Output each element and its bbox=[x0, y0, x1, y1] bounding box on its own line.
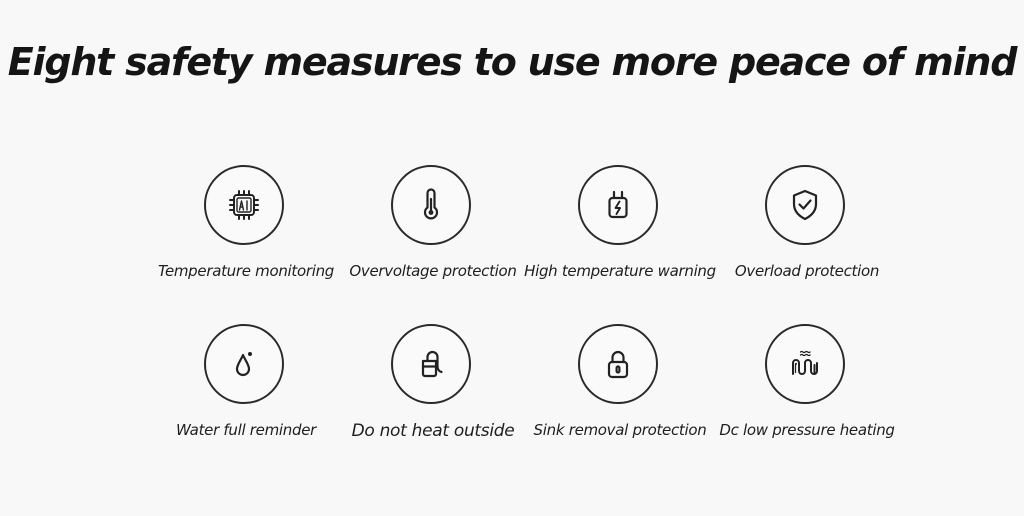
feature-dc-low-pressure-heating bbox=[707, 324, 907, 454]
ai-chip-icon bbox=[204, 165, 284, 245]
feature-do-not-heat-outside bbox=[333, 324, 533, 454]
feature-label: Sink removal protection bbox=[533, 421, 707, 439]
feature-label: Do not heat outside bbox=[351, 421, 515, 441]
feature-label: Overload protection bbox=[734, 262, 880, 280]
feature-label: Dc low pressure heating bbox=[719, 421, 895, 439]
feature-label: High temperature warning bbox=[524, 262, 716, 280]
feature-label: Temperature monitoring bbox=[157, 262, 335, 280]
water-drop-icon bbox=[204, 324, 284, 404]
power-plug-icon bbox=[578, 165, 658, 245]
shield-check-icon bbox=[765, 165, 845, 245]
lock-icon bbox=[578, 324, 658, 404]
thermometer-icon bbox=[391, 165, 471, 245]
feature-label: Water full reminder bbox=[175, 421, 317, 439]
cup-icon bbox=[391, 324, 471, 404]
feature-label: Overvoltage protection bbox=[349, 262, 517, 280]
feature-overvoltage-protection bbox=[333, 165, 533, 295]
feature-overload-protection bbox=[707, 165, 907, 295]
feature-high-temperature-warning bbox=[520, 165, 720, 295]
heating-coil-icon bbox=[765, 324, 845, 404]
feature-temperature-monitoring bbox=[146, 165, 346, 295]
page-title: Eight safety measures to use more peace of mind bbox=[7, 40, 1017, 84]
feature-sink-removal-protection bbox=[520, 324, 720, 454]
feature-water-full-reminder bbox=[146, 324, 346, 454]
